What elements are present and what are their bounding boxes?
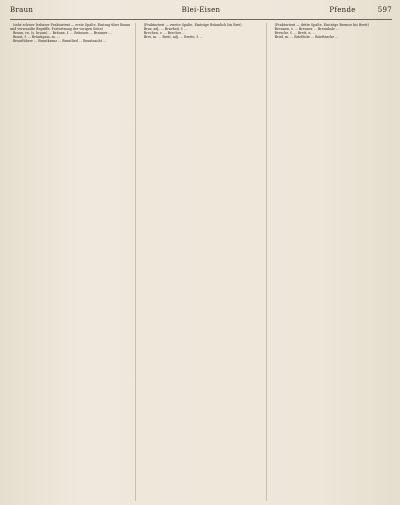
column-1-entry: (sehr schwer lesbarer Frakturtext — erste Spalte, Eintrag über Braun und verwandte Begriffe, Fortsetzung der vorigen Seite) <box>10 23 131 32</box>
column-divider <box>266 23 267 501</box>
column-2-entry: Brechen, v. ... Brecher ... <box>143 31 186 36</box>
running-head <box>10 6 392 20</box>
column-1-entry: Braut, f. ... Bräutigam, m. ... <box>13 35 61 40</box>
column-2-entry: Brei, m. ... Breit, adj. ... Breite, f. ... <box>143 35 203 40</box>
column-divider <box>135 23 136 501</box>
header-left-word: Braun <box>10 6 34 14</box>
header-right-word: Pfende <box>329 6 356 14</box>
column-2-entry: (Frakturtext — zweite Spalte, Einträge Bräunlich bis Brei) <box>143 23 242 27</box>
header-right <box>266 6 392 14</box>
column-3 <box>272 23 392 501</box>
header-center-word: Blei-Eisen <box>181 6 221 14</box>
column-1 <box>10 23 130 501</box>
column-2 <box>141 23 261 501</box>
text-columns <box>10 23 392 501</box>
column-1-entry: Braun, rn. (s. braun) ... Bräune, f. ... Bräunen ... Brauner ... <box>13 31 112 36</box>
column-3-entry: Brennen, v. ... Brenner ... Brennholz ... <box>274 27 340 32</box>
column-1-entry: Brautführer ... Brautkranz ... Brautlied ... Brautnacht ... <box>13 39 107 44</box>
column-3-entry: Brief, m. ... Briefbote ... Brieftasche ... <box>274 35 339 40</box>
column-3-entry: (Frakturtext — dritte Spalte, Einträge Bremse bis Brett) <box>274 23 369 27</box>
page-number: 597 <box>377 6 392 14</box>
column-2-entry: Brav, adj. ... Bravheit, f. ... <box>143 27 188 32</box>
column-3-entry: Bresche, f. ... Brett, n. ... <box>274 31 316 36</box>
